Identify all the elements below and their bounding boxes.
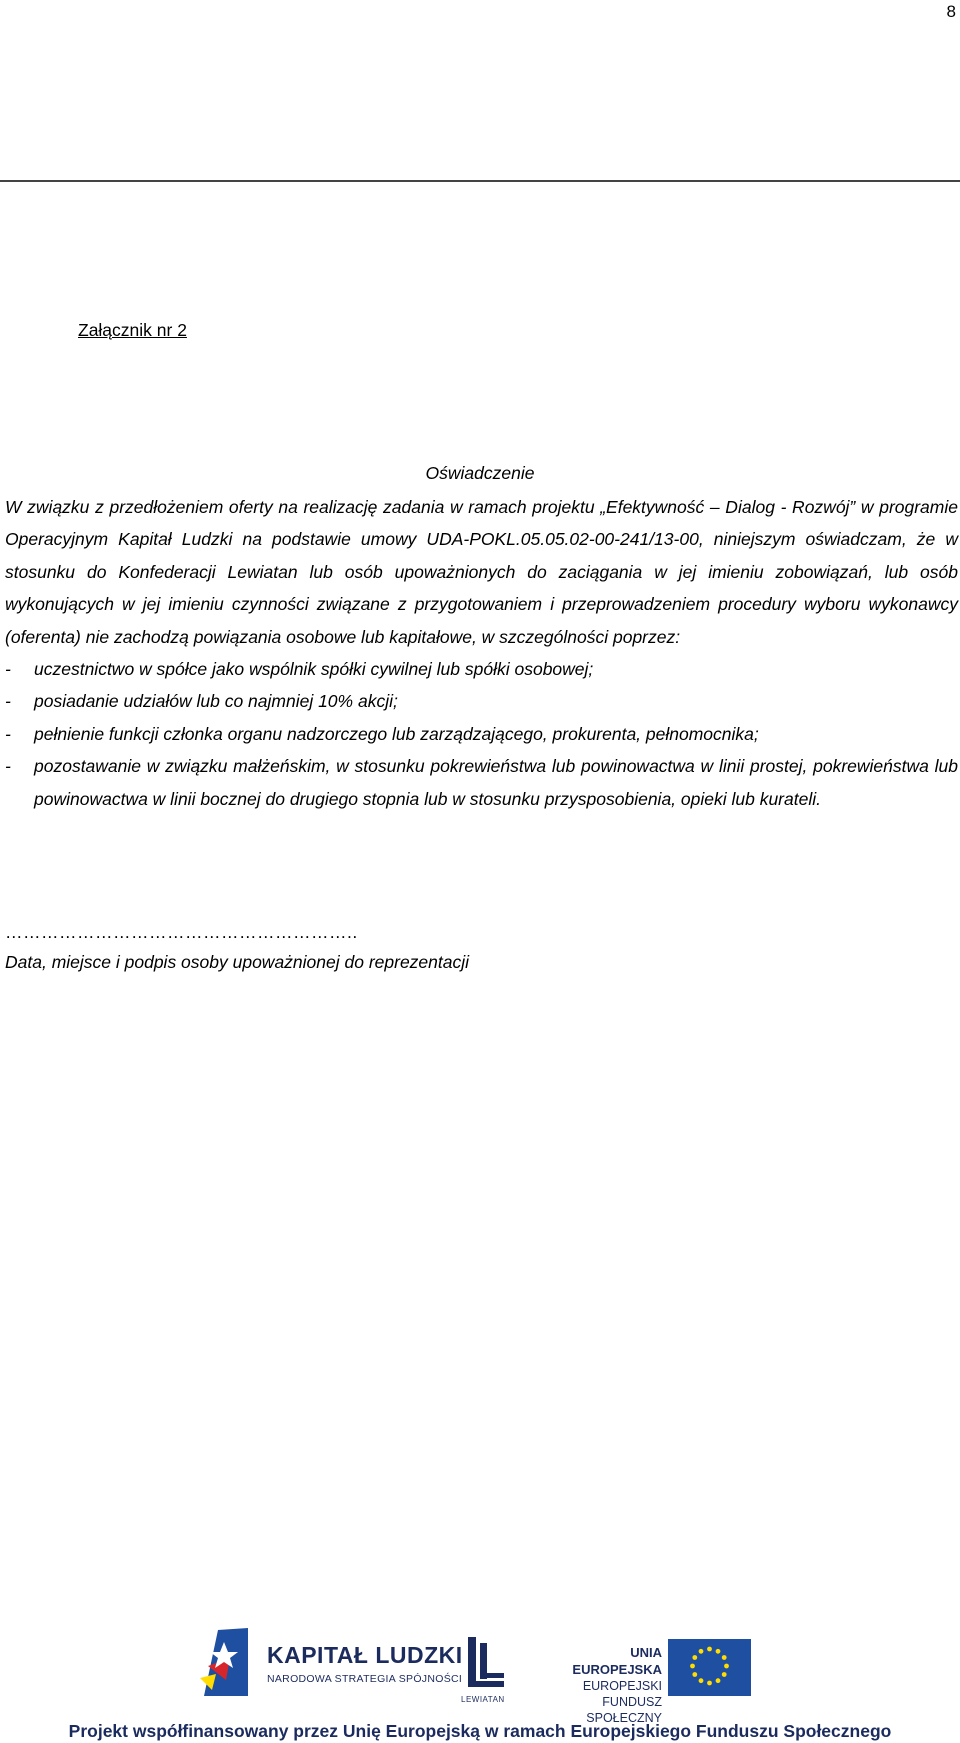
list-item [5,718,958,750]
page-number: 8 [946,2,956,21]
list-item-text: uczestnictwo w spółce jako wspólnik spółki cywilnej lub spółki osobowej; [34,659,594,680]
list-item-text: posiadanie udziałów lub co najmniej 10% akcji; [34,691,398,712]
document-title: Oświadczenie [425,463,535,483]
signature-label: Data, miejsce i podpis osoby upoważnionej do reprezentacji [5,952,470,972]
list-item [5,750,958,815]
list-item-text: pełnienie funkcji członka organu nadzorczego lub zarządzającego, prokurenta, pełnomocnika; [34,723,759,744]
eu-text-block [540,1644,662,1726]
kapital-ludzki-title: KAPITAŁ LUDZKI [267,1642,463,1668]
list-item-text: pozostawanie w związku małżeńskim, w stosunku pokrewieństwa lub powinowactwa w linii prostej, pokrewieństwa lub powinowactwa w linii bocznej do drugiego stopnia lub w stosunku przysposobienia, opieki lub kurateli. [34,756,958,809]
kapital-ludzki-logo-icon [200,1628,250,1696]
lewiatan-logo-icon [466,1637,506,1691]
attachment-label: Załącznik nr 2 [78,320,187,340]
header-rule [0,180,960,182]
eu-flag-icon [668,1639,751,1696]
intro-paragraph: W związku z przedłożeniem oferty na realizację zadania w ramach projektu „Efektywność – Dialog - Rozwój” w programie Operacyjnym Kapitał Ludzki na podstawie umowy UDA-POKL.05.05.02-00-241/13-00, niniejszym oświadczam, że w stosunku do Konfederacji Lewiatan lub osób upoważnionych do zaciągania w jej imieniu zobowiązań, lub osób wykonujących w jej imieniu czynności związane z przygotowaniem i przeprowadzeniem procedury wyboru wykonawcy (oferenta) nie zachodzą powiązania osobowe lub kapitałowe, w szczególności poprzez: [5,497,958,647]
eu-line-1: UNIA EUROPEJSKA [572,1645,662,1677]
list-item [5,685,958,717]
list-dash: - [5,691,11,712]
relationship-list [5,653,958,815]
list-item [5,653,958,685]
footer-cofinancing-text: Projekt współfinansowany przez Unię Europejską w ramach Europejskiego Funduszu Społecznego [68,1721,892,1741]
kapital-ludzki-subtitle: NARODOWA STRATEGIA SPÓJNOŚCI [267,1673,463,1685]
list-dash: - [5,723,11,744]
lewiatan-name: LEWIATAN [461,1695,505,1704]
eu-line-2: EUROPEJSKI [582,1679,662,1693]
list-dash: - [5,659,11,680]
list-dash: - [5,756,11,777]
signature-dotted-line: ………………………………………………….. [5,922,358,942]
eu-line-3: FUNDUSZ SPOŁECZNY [586,1695,662,1725]
document-body [5,491,958,815]
logo-bar [0,1620,960,1725]
